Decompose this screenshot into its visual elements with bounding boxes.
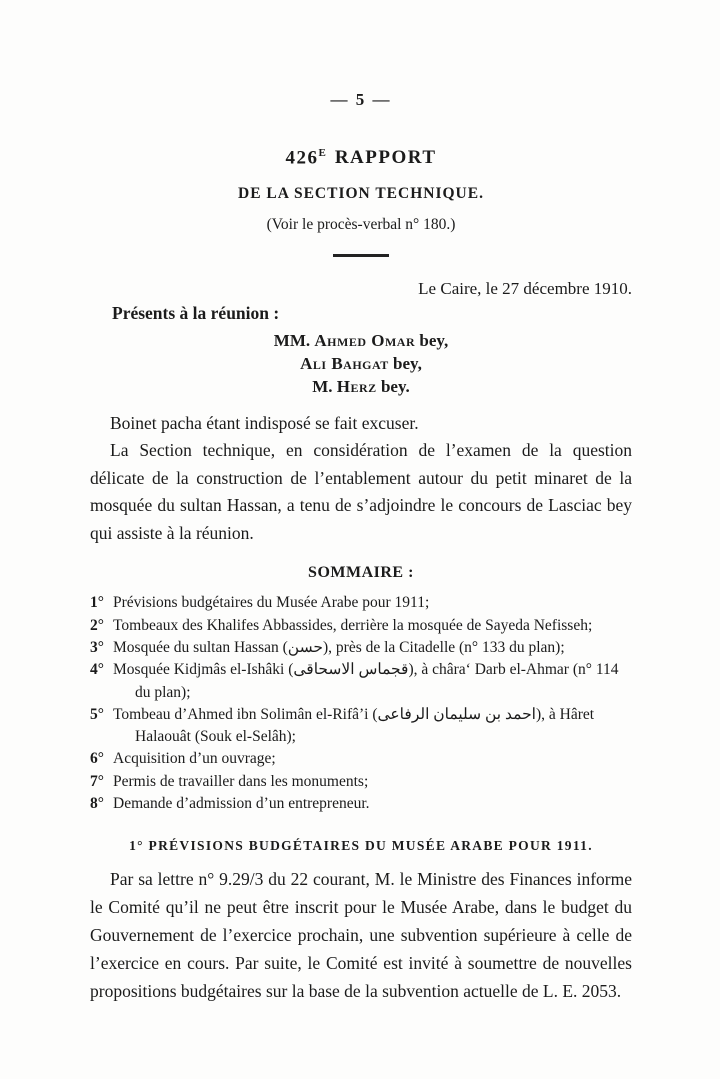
item-text: Tombeaux des Khalifes Abbassides, derrière la mosquée de Sayeda Nefisseh; <box>113 616 593 634</box>
item-number: 8° <box>90 795 104 812</box>
sommaire-item <box>90 793 632 815</box>
member-prefix: MM. <box>273 330 315 350</box>
item-text: Tombeau d’Ahmed ibn Solimân el-Rifâ’i (احمد بن سليمان الرفاعى), à Hâret Halaouât (Souk el-Selâh); <box>113 705 595 746</box>
item-text: Mosquée Kidjmâs el-Ishâki (قجماس الاسحاقى), à châra‘ Darb el-Ahmar (n° 114 du plan); <box>113 661 619 701</box>
section-1-body: Par sa lettre n° 9.29/3 du 22 courant, M. le Ministre des Finances informe le Comité qu’il ne peut être inscrit pour le Musée Arabe, dans le budget du Gouvernement de l’exercice prochain, une subvention supérieure à celle de l’exercice en cours. Par suite, le Comité est invité à soumettre de nouvelles propositions budgétaires sur la base de la subvention actuelle de L. E. 2053. <box>90 869 632 1002</box>
attendance-members <box>90 329 632 398</box>
report-subtitle: DE LA SECTION TECHNIQUE. <box>238 185 484 203</box>
sommaire-title: SOMMAIRE : <box>308 564 414 582</box>
report-number: 426 <box>285 147 319 169</box>
sommaire-item <box>90 592 632 614</box>
item-number: 3° <box>90 638 104 656</box>
item-text: Permis de travailler dans les monuments; <box>113 772 369 790</box>
item-text: Demande d’admission d’un entrepreneur. <box>113 795 370 812</box>
member-name: Ahmed Omar <box>314 330 416 350</box>
report-word: RAPPORT <box>334 147 437 169</box>
item-text: Prévisions budgétaires du Musée Arabe pour 1911; <box>113 594 430 612</box>
item-number: 4° <box>90 661 104 679</box>
proces-verbal-reference: (Voir le procès-verbal n° 180.) <box>266 216 456 234</box>
attendance-intro: Présents à la réunion : <box>112 302 280 323</box>
item-number: 5° <box>90 705 104 723</box>
item-number: 7° <box>90 772 104 790</box>
item-text: Acquisition d’un ouvrage; <box>113 750 276 768</box>
text-block <box>90 0 632 1005</box>
sommaire-item <box>90 637 632 659</box>
member-row <box>90 352 632 375</box>
sommaire-list <box>90 592 632 815</box>
sommaire-item <box>90 704 632 749</box>
section-1-heading: 1° PRÉVISIONS BUDGÉTAIRES DU MUSÉE ARABE POUR 1911. <box>129 838 593 854</box>
dateline: Le Caire, le 27 décembre 1910. <box>418 278 632 298</box>
item-number: 6° <box>90 750 104 768</box>
member-row <box>90 375 632 398</box>
member-row <box>90 329 632 352</box>
item-number: 2° <box>90 616 104 634</box>
report-number-ordinal: E <box>318 147 326 159</box>
member-name: Herz <box>336 376 377 396</box>
page-number: — 5 — <box>330 90 392 109</box>
member-suffix: bey. <box>376 376 410 396</box>
sommaire-item <box>90 615 632 637</box>
paragraph-intro: La Section technique, en considération de l’examen de la question délicate de la construction de l’entablement autour du petit minaret de la mosquée du sultan Hassan, a tenu de s’adjoindre le concours de Lasciac bey qui assiste à la réunion. <box>90 440 632 543</box>
report-title <box>90 141 632 170</box>
section-divider <box>333 254 389 257</box>
member-prefix: M. <box>312 376 337 396</box>
sommaire-item <box>90 771 632 793</box>
member-suffix: bey, <box>415 330 449 350</box>
item-number: 1° <box>90 594 104 612</box>
member-suffix: bey, <box>388 353 422 373</box>
sommaire-item <box>90 659 632 704</box>
item-text: Mosquée du sultan Hassan (حسن), près de la Citadelle (n° 133 du plan); <box>113 638 565 656</box>
sommaire-item <box>90 748 632 770</box>
member-name: Ali Bahgat <box>300 353 389 373</box>
paragraph-excuse: Boinet pacha étant indisposé se fait excuser. <box>110 412 419 433</box>
